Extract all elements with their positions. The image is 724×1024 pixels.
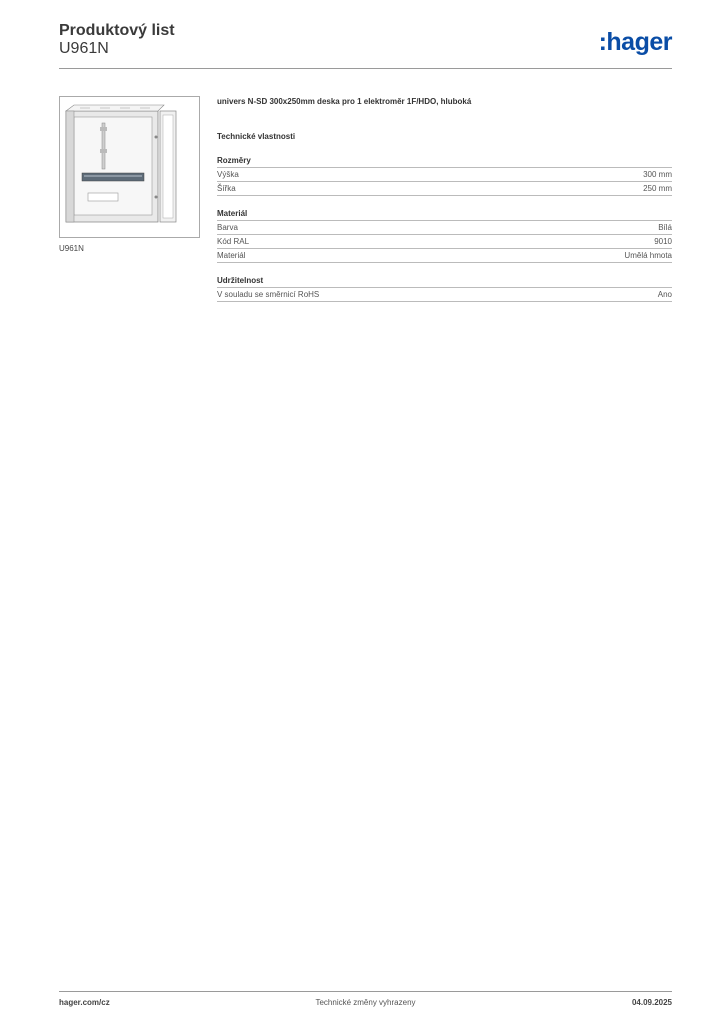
section-title: Materiál (217, 208, 672, 221)
spec-label: Kód RAL (217, 237, 250, 246)
footer-website-link[interactable]: hager.com/cz (59, 998, 110, 1007)
spec-row (217, 235, 672, 249)
section-sustainability (217, 275, 672, 302)
spec-value: 300 mm (643, 170, 672, 179)
spec-value: 250 mm (643, 184, 672, 193)
product-code: U961N (59, 40, 109, 57)
product-details (217, 95, 672, 302)
spec-label: V souladu se směrnicí RoHS (217, 290, 320, 299)
enclosure-illustration (60, 97, 199, 237)
section-dimensions (217, 155, 672, 196)
spec-row (217, 168, 672, 182)
spec-row (217, 249, 672, 263)
footer-divider (59, 991, 672, 992)
spec-label: Materiál (217, 251, 246, 260)
spec-row (217, 182, 672, 196)
footer-date: 04.09.2025 (631, 998, 672, 1007)
spec-value: Ano (657, 290, 672, 299)
page-title: Produktový list (59, 22, 175, 39)
section-material (217, 208, 672, 263)
page-header (59, 20, 672, 70)
spec-row (217, 221, 672, 235)
section-title: Udržitelnost (217, 275, 672, 288)
section-title: Rozměry (217, 155, 672, 168)
footer-notice: Technické změny vyhrazeny (315, 998, 416, 1007)
product-image (59, 96, 200, 238)
spec-row (217, 288, 672, 302)
page-footer (59, 998, 672, 1010)
image-caption: U961N (59, 244, 84, 253)
logo-text: hager (606, 28, 672, 56)
hager-logo: :hager (598, 28, 672, 56)
technical-properties-title: Technické vlastnosti (217, 132, 296, 141)
product-description: univers N-SD 300x250mm deska pro 1 elektroměr 1F/HDO, hluboká (217, 97, 472, 106)
header-divider (59, 68, 672, 69)
spec-value: Bílá (658, 223, 672, 232)
spec-label: Šířka (217, 184, 236, 193)
spec-label: Výška (217, 170, 239, 179)
spec-value: Umělá hmota (624, 251, 672, 260)
spec-label: Barva (217, 223, 238, 232)
spec-value: 9010 (654, 237, 672, 246)
